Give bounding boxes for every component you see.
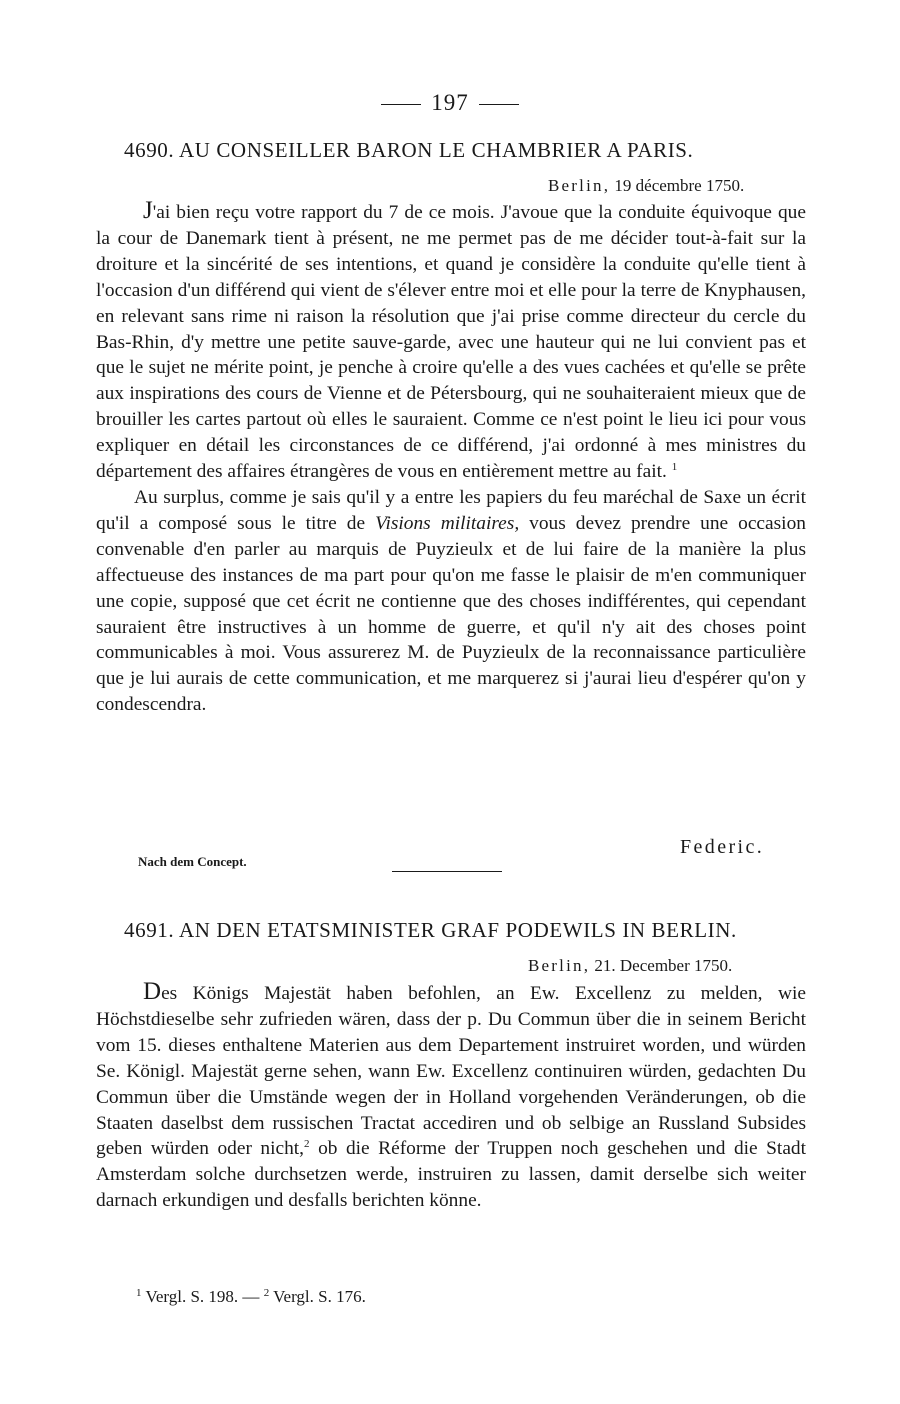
- letter-4690-dateline: [548, 176, 744, 196]
- letter-4690-source-note: Nach dem Concept.: [138, 854, 247, 869]
- letter-4691-paragraph-1-before: es Königs Majestät haben befohlen, an Ew. Excellenz zu melden, wie Höchstdieselbe sehr zufrieden wären, dass der p. Du Commun über die in seinem Bericht vom 15. dieses enthaltene Materien aus dem Departement instruiret worden, und würden Se. Königl. Majestät gerne sehen, wann Ew. Excellenz continuiren würden, gedachten Du Commun über die Umstände wegen der in Holland vorgehenden Veränderungen, ob die Staaten daselbst dem russischen Tractat accediren und ob selbige an Russland Subsides geben würden oder nicht,: [96, 983, 806, 1160]
- letter-4690-signature: Federic.: [680, 836, 765, 858]
- letter-4691-heading: 4691. AN DEN ETATSMINISTER GRAF PODEWILS IN BERLIN.: [124, 918, 737, 942]
- letter-divider: [392, 871, 502, 872]
- letter-4691-dropcap: D: [143, 978, 162, 1005]
- work-title: Visions militaires,: [375, 512, 520, 534]
- letter-4691-place: Berlin,: [528, 956, 591, 975]
- letter-4690-paragraph-1-text: 'ai bien reçu votre rapport du 7 de ce mois. J'avoue que la conduite équivoque que la cour de Danemark tient à présent, ne me permet pas de me décider tout-à-fait sur la droiture et la sincérité de ses intentions, et quand je considère la conduite qu'elle tient à l'occasion d'un différend qui vient de s'élever entre moi et elle pour la terre de Knyphausen, en relevant sans rime ni raison la résolution que j'ai prise comme directeur du cercle du Bas-Rhin, d'y mettre une petite sauve-garde, avec une hauteur qui ne lui convient pas et que le sujet ne mérite point, je penche à croire qu'elle a des vues cachées et qu'elle se prête aux inspirations des cours de Vienne et de Pétersbourg, qui ne souhaiteraient mieux que de brouiller les cartes partout où elles le sauraient. Comme ce n'est point le lieu ici pour vous expliquer en détail les circonstances de ce différend, j'ai ordonné à mes ministres du département des affaires étrangères de vous en entièrement mettre au fait.: [96, 202, 806, 483]
- letter-4690-paragraph-1: [96, 197, 806, 485]
- letter-4691-paragraph-1: [96, 978, 807, 1214]
- footnote-ref-1[interactable]: 1: [671, 461, 678, 474]
- letter-4690-paragraph-2-before: Au surplus, comme je sais qu'il y a entre les papiers du feu maréchal de Saxe un écrit qu'il a composé sous le titre de: [96, 486, 806, 534]
- footnote-2-text: Vergl. S. 176.: [273, 1287, 366, 1306]
- letter-4690-place: Berlin,: [548, 176, 611, 195]
- letter-4690-body: [96, 197, 806, 718]
- letter-4691-body: [96, 978, 807, 1214]
- page-number-rule-right: [479, 104, 519, 105]
- letter-4691-date: 21. December 1750.: [594, 956, 733, 975]
- footnote-1-text: Vergl. S. 198. —: [145, 1287, 260, 1306]
- page-number: [0, 90, 900, 116]
- letter-4690-paragraph-2: [96, 485, 806, 718]
- footnote-ref-2[interactable]: 2: [304, 1138, 310, 1151]
- letter-4690-dropcap: J: [143, 197, 153, 224]
- footnote-2-mark: 2: [263, 1287, 270, 1299]
- footnotes: [136, 1287, 366, 1307]
- page-number-text: 197: [431, 90, 469, 115]
- letter-4690-heading: 4690. AU CONSEILLER BARON LE CHAMBRIER A PARIS.: [124, 138, 694, 162]
- footnote-1-mark: 1: [136, 1287, 142, 1299]
- letter-4691-paragraph-1-after: ob die Réforme der Truppen noch geschehen und die Stadt Amsterdam solche durchsetzen werde, instruiren zu lassen, damit derselbe sich weiter darnach erkundigen und desfalls berichten könne.: [96, 1138, 807, 1212]
- letter-4690-paragraph-2-after: vous devez prendre une occasion convenable d'en parler au marquis de Puyzieulx et de lui faire de la manière la plus affectueuse des instances de ma part pour qu'on me fasse le plaisir de m'en communiquer une copie, supposé que cet écrit ne contienne que des choses indifférentes, qui cependant sauraient être instructives à un homme de guerre, et qu'il n'y ait des choses point communicables à moi. Vous assurerez M. de Puyzieulx de la reconnaissance particulière que je lui aurais de cette communication, et me marquerez si j'aurai lieu d'espérer qu'on y condescendra.: [96, 512, 806, 716]
- page-number-rule-left: [381, 104, 421, 105]
- letter-4691-dateline: [528, 956, 732, 976]
- letter-4690-date: 19 décembre 1750.: [614, 176, 745, 195]
